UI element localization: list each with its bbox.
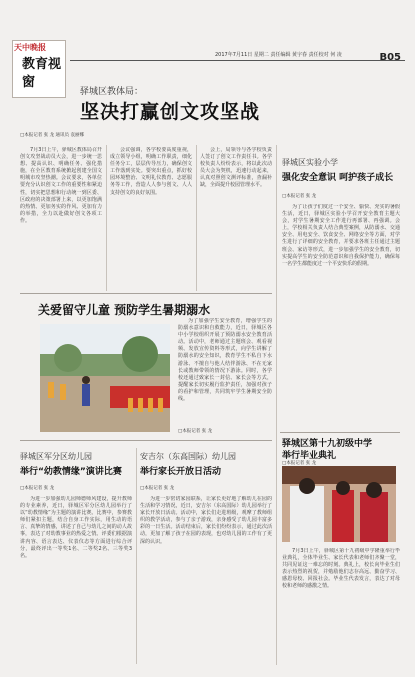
section-divider [20, 440, 272, 441]
story-b-body: 为进一步密切家园联系，让家长更好地了解幼儿在园的生活和学习情况，近日，安吉尔（东高国际）幼儿园举行了家长开放日活动。活动中，家长们走进班级，观摩了教师组织的教学活动，参与了亲子游戏，亲身感受了幼儿园丰富多彩的一日生活。活动结束后，家长们纷纷表示，通过此次活动，更加了解了孩子在园的表现，也对幼儿园的工作有了更深的认识。 [140, 496, 272, 545]
side-story-2-headline: 举行毕业典礼 [282, 451, 337, 461]
header-divider [70, 60, 405, 61]
lead-headline: 坚决打赢创文攻坚战 [80, 101, 261, 123]
drowning-headline: 关爱留守儿童 预防学生暑期溺水 [38, 303, 211, 317]
story-a-title: 驿城区军分区幼儿园 [20, 452, 92, 461]
story-a-body: 为进一步加强幼儿园师德师风建设，提升教师的专业素养，近日，驿城区军分区幼儿园举行了以“幼教情缘”为主题的演讲比赛。比赛中，参赛教师们紧扣主题，结合自身工作实际，用生动的语言、真挚的情感，讲述了自己与幼儿之间的动人故事，表达了对幼教事业的热爱之情。评委们根据演讲内容、语言表达、仪表仪态等方面进行综合评分，最终评出一等奖1名、二等奖2名、三等奖3名。 [20, 496, 132, 559]
side-story-2-byline: □本报记者 张 龙 [282, 461, 317, 466]
side-story-1-title: 驿城区实验小学 [282, 158, 338, 167]
right-rail-rule [276, 145, 277, 665]
page-number: B05 [379, 52, 401, 63]
story-b-byline: □本报记者 张 龙 [140, 486, 175, 491]
side-story-1-body: 为了让孩子们度过一个安全、愉快、充实的暑假生活，近日，驿城区实验小学召开安全教育主题大会，对学生暑期安全工作进行再部署、再强调。会上，学校相关负责人结合典型案例，从防溺水、交通安全、用电安全、饮食安全、网络安全等方面，对学生进行了详细的安全教育，并要求各班主任通过主题班会、家访等形式，进一步加强学生的安全教育，切实提高学生的安全防范意识和自我保护能力，确保每一名学生都能度过一个平安快乐的假期。 [282, 204, 400, 267]
lead-kicker: 驿城区教体局： [80, 87, 144, 97]
story-b-title: 安吉尔（东高国际）幼儿园 [140, 452, 236, 461]
date-line: 2017年7月11日 星期二 责任编辑 黄宇春 责任校对 何 凌 [215, 52, 342, 58]
side-story-1-headline: 强化安全意识 呵护孩子成长 [282, 173, 394, 183]
column-rule [136, 448, 137, 664]
side-story-1-byline: □本报记者 张 龙 [282, 194, 317, 199]
story-a-byline: □本报记者 张 龙 [20, 486, 55, 491]
section-divider [20, 293, 272, 294]
lead-byline: □本报记者 张 龙 通讯员 袁丽娜 [20, 133, 84, 138]
side-story-2-body: 7月3日上午，驿城区第十九初级中学隆重举行毕业典礼，全体毕业生、家长代表和老师们齐聚一堂，共同见证这一难忘的时刻。典礼上，校长向毕业生们表示热烈的祝贺，并勉励他们志存高远、勤奋学习、感恩母校、回报社会。毕业生代表发言，表达了对母校和老师的感激之情。 [282, 548, 400, 590]
side-story-2-title: 驿城区第十九初级中学 [282, 439, 373, 449]
graduation-photo [282, 466, 396, 542]
story-a-headline: 举行“幼教情缘”演讲比赛 [20, 467, 122, 477]
lead-column-3: 会上，局领导与各学校负责人签订了创文工作责任书。各学校负责人纷纷表示，将以此次动员大会为契机，迅速行动起来，认真对照创文测评标准，查漏补缺，全面提升校园管理水平。 [200, 147, 272, 189]
paper-logo: 天中晚报 [14, 42, 46, 52]
lead-column-2: 会议强调，各学校要高度重视，成立领导小组，明确工作职责，细化任务分工，层层传导压力，确保创文工作落到实处。要突出重点，抓好校园环境整治、文明礼仪教育、志愿服务等工作，营造人人参与创文、人人支持创文的良好氛围。 [110, 147, 192, 196]
students-outdoor-photo [40, 324, 170, 432]
drowning-body: 为了加强学生安全教育，增强学生的防溺水意识和自救能力，近日，驿城区各中小学校组织开展了预防溺水安全教育活动。活动中，老师通过主题班会、观看视频、发放宣传资料等形式，向学生讲解了防溺水的安全知识，教育学生不私自下水游泳、不擅自与他人结伴游泳、不在无家长或教师带领的情况下游泳。同时，各学校还通过致家长一封信、家长会等方式，提醒家长切实履行监护责任，加强对孩子的看护和管理，共同筑牢学生暑期安全防线。 [178, 318, 272, 403]
story-b-headline: 举行家长开放日活动 [140, 467, 222, 477]
section-title: 教育视窗 [22, 57, 62, 90]
column-rule [106, 145, 107, 291]
column-rule [196, 145, 197, 291]
drowning-byline: □本报记者 张 龙 [178, 429, 213, 434]
lead-column-1: 7月3日上午，驿城区教体局召开创文攻坚战动员大会，进一步统一思想、提高认识、明确任务、强化措施，在全区教育系统掀起创建全国文明城市攻坚热潮。会议要求，各单位要充分认识创文工作的重要性和紧迫性，切实把思想和行动统一到区委、区政府的决策部署上来，以更加饱满的热情、更加务实的作风、更加有力的举措，全力以赴做好创文各项工作。 [20, 147, 102, 224]
section-divider [280, 432, 400, 433]
